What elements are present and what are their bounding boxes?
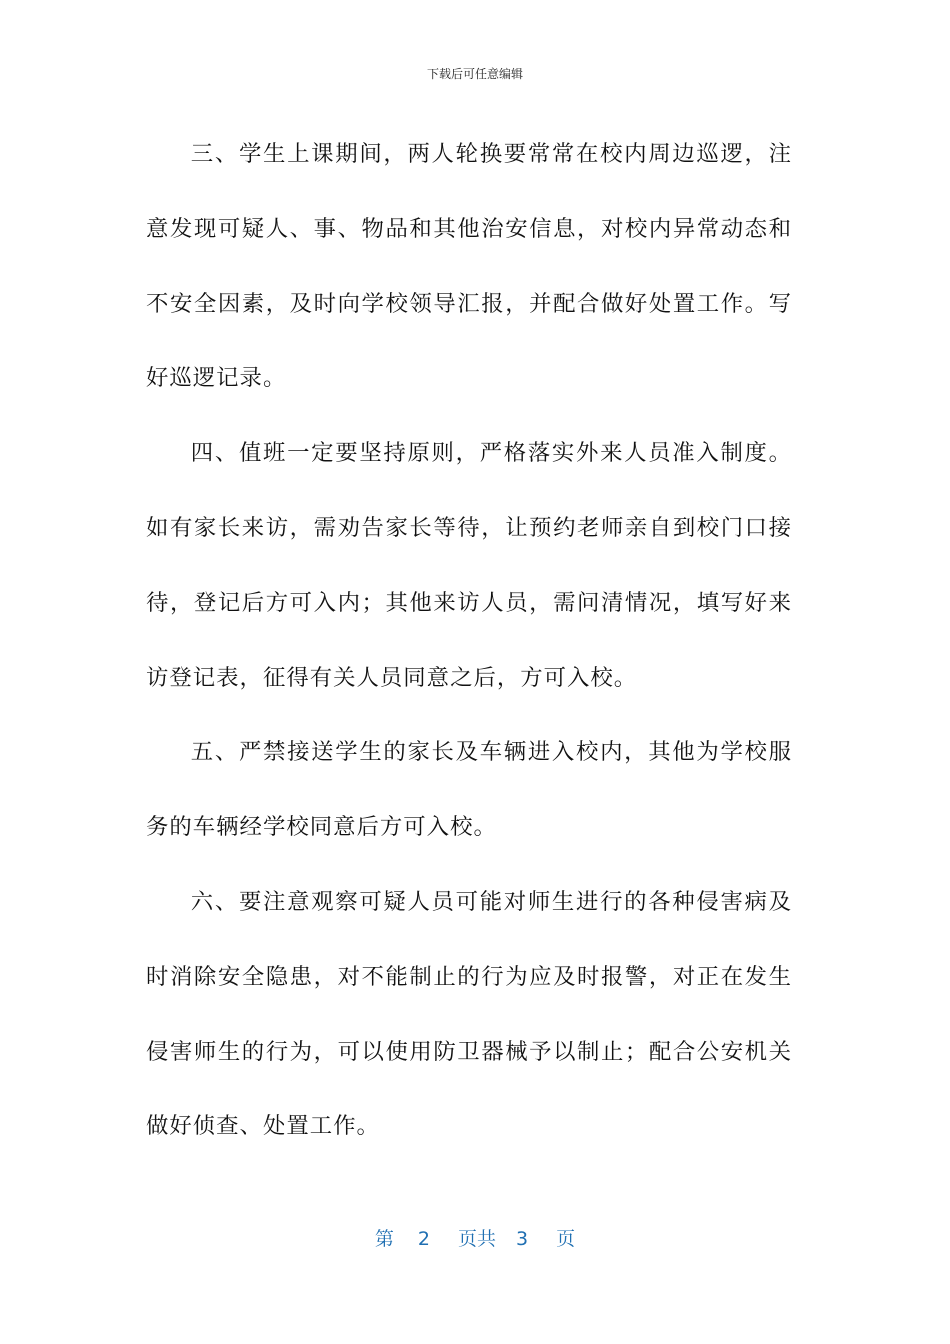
page-prefix: 第 bbox=[374, 1228, 394, 1250]
page-suffix: 页 bbox=[556, 1228, 576, 1250]
paragraph-6: 六、要注意观察可疑人员可能对师生进行的各种侵害病及时消除安全隐患，对不能制止的行为应及时报警，对正在发生侵害师生的行为，可以使用防卫器械予以制止；配合公安机关做好侦查、处置工作。 bbox=[146, 888, 792, 1140]
paragraph-3: 三、学生上课期间，两人轮换要常常在校内周边巡逻，注意发现可疑人、事、物品和其他治安信息，对校内异常动态和不安全因素，及时向学校领导汇报，并配合做好处置工作。写好巡逻记录。 bbox=[146, 141, 792, 392]
current-page-number: 2 bbox=[417, 1228, 430, 1250]
page-mid: 页共 bbox=[457, 1228, 496, 1250]
header-note: 下载后可任意编辑 bbox=[426, 67, 523, 81]
document-body bbox=[146, 117, 792, 1164]
total-pages-number: 3 bbox=[516, 1228, 529, 1250]
paragraph-4: 四、值班一定要坚持原则，严格落实外来人员准入制度。如有家长来访，需劝告家长等待，让预约老师亲自到校门口接待，登记后方可入内；其他来访人员，需问清情况，填写好来访登记表，征得有关人员同意之后，方可入校。 bbox=[146, 440, 792, 691]
page-number-footer bbox=[0, 1226, 950, 1252]
paragraph-5: 五、严禁接送学生的家长及车辆进入校内，其他为学校服务的车辆经学校同意后方可入校。 bbox=[146, 739, 792, 841]
